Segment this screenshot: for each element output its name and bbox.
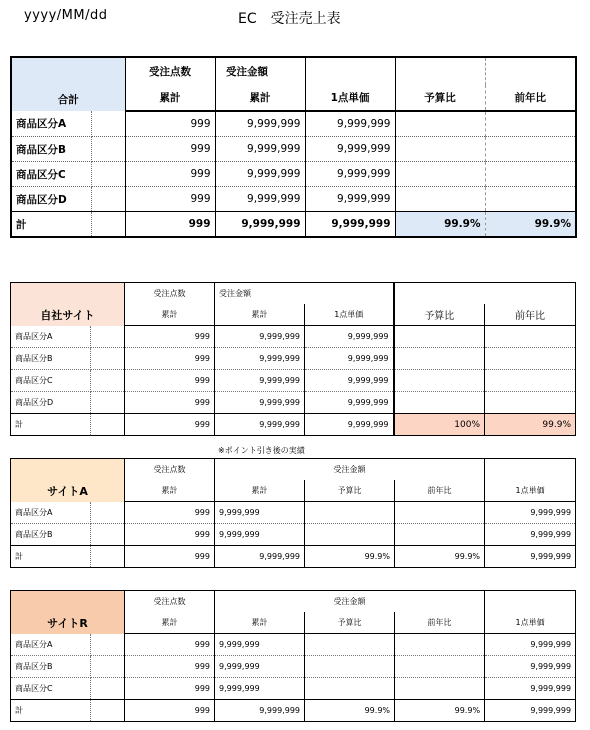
col-header	[395, 57, 485, 85]
col-header: 予算比	[305, 612, 395, 634]
row-label: 商品区分C	[11, 370, 91, 392]
unit-price-cell: 9,999,999	[305, 212, 395, 238]
row-label: 商品区分B	[11, 656, 91, 678]
col-header: 予算比	[395, 85, 485, 111]
budget-cell	[395, 111, 485, 137]
unit-price-cell: 9,999,999	[305, 137, 395, 162]
col-header: 累計	[125, 480, 215, 502]
col-header: 受注金額	[219, 289, 252, 298]
unit-price-cell: 9,999,999	[305, 187, 395, 212]
total-row	[11, 414, 576, 436]
note-text: ※ポイント引き後の実績	[218, 446, 305, 455]
col-header: 1点単価	[485, 612, 576, 634]
amount-cell: 9,999,999	[215, 678, 305, 700]
total-row	[11, 700, 576, 722]
col-header: 累計	[125, 304, 215, 326]
row-label: 商品区分B	[11, 524, 91, 546]
budget-cell	[395, 187, 485, 212]
row-label: 商品区分C	[11, 162, 91, 187]
col-header: 累計	[215, 85, 305, 111]
qty-cell: 999	[125, 392, 215, 414]
table-header-row	[11, 57, 576, 85]
row-label: 計	[11, 414, 91, 436]
col-header: 受注点数	[125, 591, 215, 613]
table-header-row	[11, 591, 576, 613]
amount-cell: 9,999,999	[215, 370, 305, 392]
unit-price-cell: 9,999,999	[485, 546, 576, 568]
qty-cell: 999	[125, 656, 215, 678]
qty-cell: 999	[125, 187, 215, 212]
site-r-table	[10, 590, 576, 722]
budget-cell: 99.9%	[305, 700, 395, 722]
qty-cell: 999	[125, 700, 215, 722]
unit-price-cell: 9,999,999	[305, 392, 394, 414]
amount-cell: 9,999,999	[215, 546, 305, 568]
corner-label: 自社サイト	[11, 283, 125, 326]
own-site-table	[10, 282, 576, 436]
row-label: 商品区分A	[11, 634, 91, 656]
unit-price-cell: 9,999,999	[305, 111, 395, 137]
amount-cell: 9,999,999	[215, 348, 305, 370]
budget-cell: 99.9%	[305, 546, 395, 568]
table-row	[11, 187, 576, 212]
table-row	[11, 370, 576, 392]
budget-cell: 100%	[394, 414, 485, 436]
col-header: 累計	[215, 612, 305, 634]
amount-cell: 9,999,999	[215, 700, 305, 722]
col-header: 受注点数	[125, 459, 215, 481]
unit-price-cell: 9,999,999	[305, 414, 394, 436]
col-header: 受注点数	[125, 57, 215, 85]
yoy-cell	[485, 162, 576, 187]
budget-cell	[395, 137, 485, 162]
unit-price-cell: 9,999,999	[305, 348, 394, 370]
yoy-cell: 99.9%	[395, 700, 485, 722]
table-row	[11, 392, 576, 414]
unit-price-cell: 9,999,999	[485, 502, 576, 524]
col-header: 受注金額	[215, 459, 485, 481]
total-sales-table	[10, 56, 577, 238]
table-row	[11, 326, 576, 348]
unit-price-cell: 9,999,999	[305, 162, 395, 187]
row-label: 商品区分B	[11, 348, 91, 370]
amount-cell: 9,999,999	[215, 111, 305, 137]
row-label: 計	[11, 700, 91, 722]
col-header: 1点単価	[305, 304, 394, 326]
date-format: yyyy/MM/dd	[24, 8, 108, 23]
table-header-row	[11, 459, 576, 481]
table-row	[11, 502, 576, 524]
qty-cell: 999	[125, 546, 215, 568]
qty-cell: 999	[125, 326, 215, 348]
amount-cell: 9,999,999	[215, 634, 305, 656]
budget-cell	[395, 162, 485, 187]
col-header	[485, 57, 576, 85]
budget-cell: 99.9%	[395, 212, 485, 238]
table-row	[11, 678, 576, 700]
yoy-cell: 99.9%	[485, 212, 576, 238]
row-label: 商品区分C	[11, 678, 91, 700]
amount-cell: 9,999,999	[215, 326, 305, 348]
col-header: 前年比	[485, 85, 576, 111]
total-row	[11, 546, 576, 568]
table-row	[11, 348, 576, 370]
yoy-cell	[485, 137, 576, 162]
page-title: EC 受注売上表	[238, 11, 341, 27]
qty-cell: 999	[125, 212, 215, 238]
corner-label: 合計	[11, 57, 125, 111]
qty-cell: 999	[125, 524, 215, 546]
qty-cell: 999	[125, 137, 215, 162]
unit-price-cell: 9,999,999	[485, 678, 576, 700]
col-header: 前年比	[395, 480, 485, 502]
qty-cell: 999	[125, 634, 215, 656]
table-row	[11, 524, 576, 546]
yoy-cell	[485, 111, 576, 137]
col-header: 予算比	[305, 480, 395, 502]
col-header: 累計	[215, 480, 305, 502]
col-header: 予算比	[394, 304, 485, 326]
row-label: 計	[11, 212, 91, 238]
col-header: 前年比	[485, 304, 576, 326]
amount-cell: 9,999,999	[215, 187, 305, 212]
site-a-table	[10, 458, 576, 568]
unit-price-cell: 9,999,999	[485, 656, 576, 678]
table-row	[11, 137, 576, 162]
row-label: 商品区分A	[11, 502, 91, 524]
unit-price-cell: 9,999,999	[485, 524, 576, 546]
table-row	[11, 111, 576, 137]
amount-cell: 9,999,999	[215, 392, 305, 414]
col-header: 前年比	[395, 612, 485, 634]
col-header	[305, 57, 395, 85]
row-label: 計	[11, 546, 91, 568]
unit-price-cell: 9,999,999	[305, 370, 394, 392]
qty-cell: 999	[125, 162, 215, 187]
amount-cell: 9,999,999	[215, 137, 305, 162]
amount-cell: 9,999,999	[215, 656, 305, 678]
unit-price-cell: 9,999,999	[305, 326, 394, 348]
unit-price-cell: 9,999,999	[485, 700, 576, 722]
col-header: 受注金額	[215, 591, 485, 613]
amount-cell: 9,999,999	[215, 162, 305, 187]
table-row	[11, 162, 576, 187]
col-header: 累計	[125, 85, 215, 111]
amount-cell: 9,999,999	[215, 502, 305, 524]
row-label: 商品区分A	[11, 111, 91, 137]
col-header: 累計	[215, 304, 305, 326]
table-row	[11, 634, 576, 656]
yoy-cell: 99.9%	[485, 414, 576, 436]
col-header: 受注点数	[125, 283, 215, 305]
qty-cell: 999	[125, 370, 215, 392]
corner-label: サイトR	[11, 591, 125, 634]
table-header-row	[11, 283, 576, 305]
amount-cell: 9,999,999	[215, 414, 305, 436]
qty-cell: 999	[125, 348, 215, 370]
qty-cell: 999	[125, 111, 215, 137]
col-header: 受注金額	[215, 57, 305, 85]
qty-cell: 999	[125, 678, 215, 700]
col-header: 累計	[125, 612, 215, 634]
yoy-cell	[485, 187, 576, 212]
row-label: 商品区分A	[11, 326, 91, 348]
qty-cell: 999	[125, 502, 215, 524]
row-label: 商品区分D	[11, 392, 91, 414]
unit-price-cell: 9,999,999	[485, 634, 576, 656]
corner-label: サイトA	[11, 459, 125, 502]
amount-cell: 9,999,999	[215, 524, 305, 546]
col-header: 1点単価	[305, 85, 395, 111]
table-row	[11, 656, 576, 678]
col-header: 1点単価	[485, 480, 576, 502]
row-label: 商品区分D	[11, 187, 91, 212]
yoy-cell: 99.9%	[395, 546, 485, 568]
row-label: 商品区分B	[11, 137, 91, 162]
qty-cell: 999	[125, 414, 215, 436]
total-row	[11, 212, 576, 238]
amount-cell: 9,999,999	[215, 212, 305, 238]
